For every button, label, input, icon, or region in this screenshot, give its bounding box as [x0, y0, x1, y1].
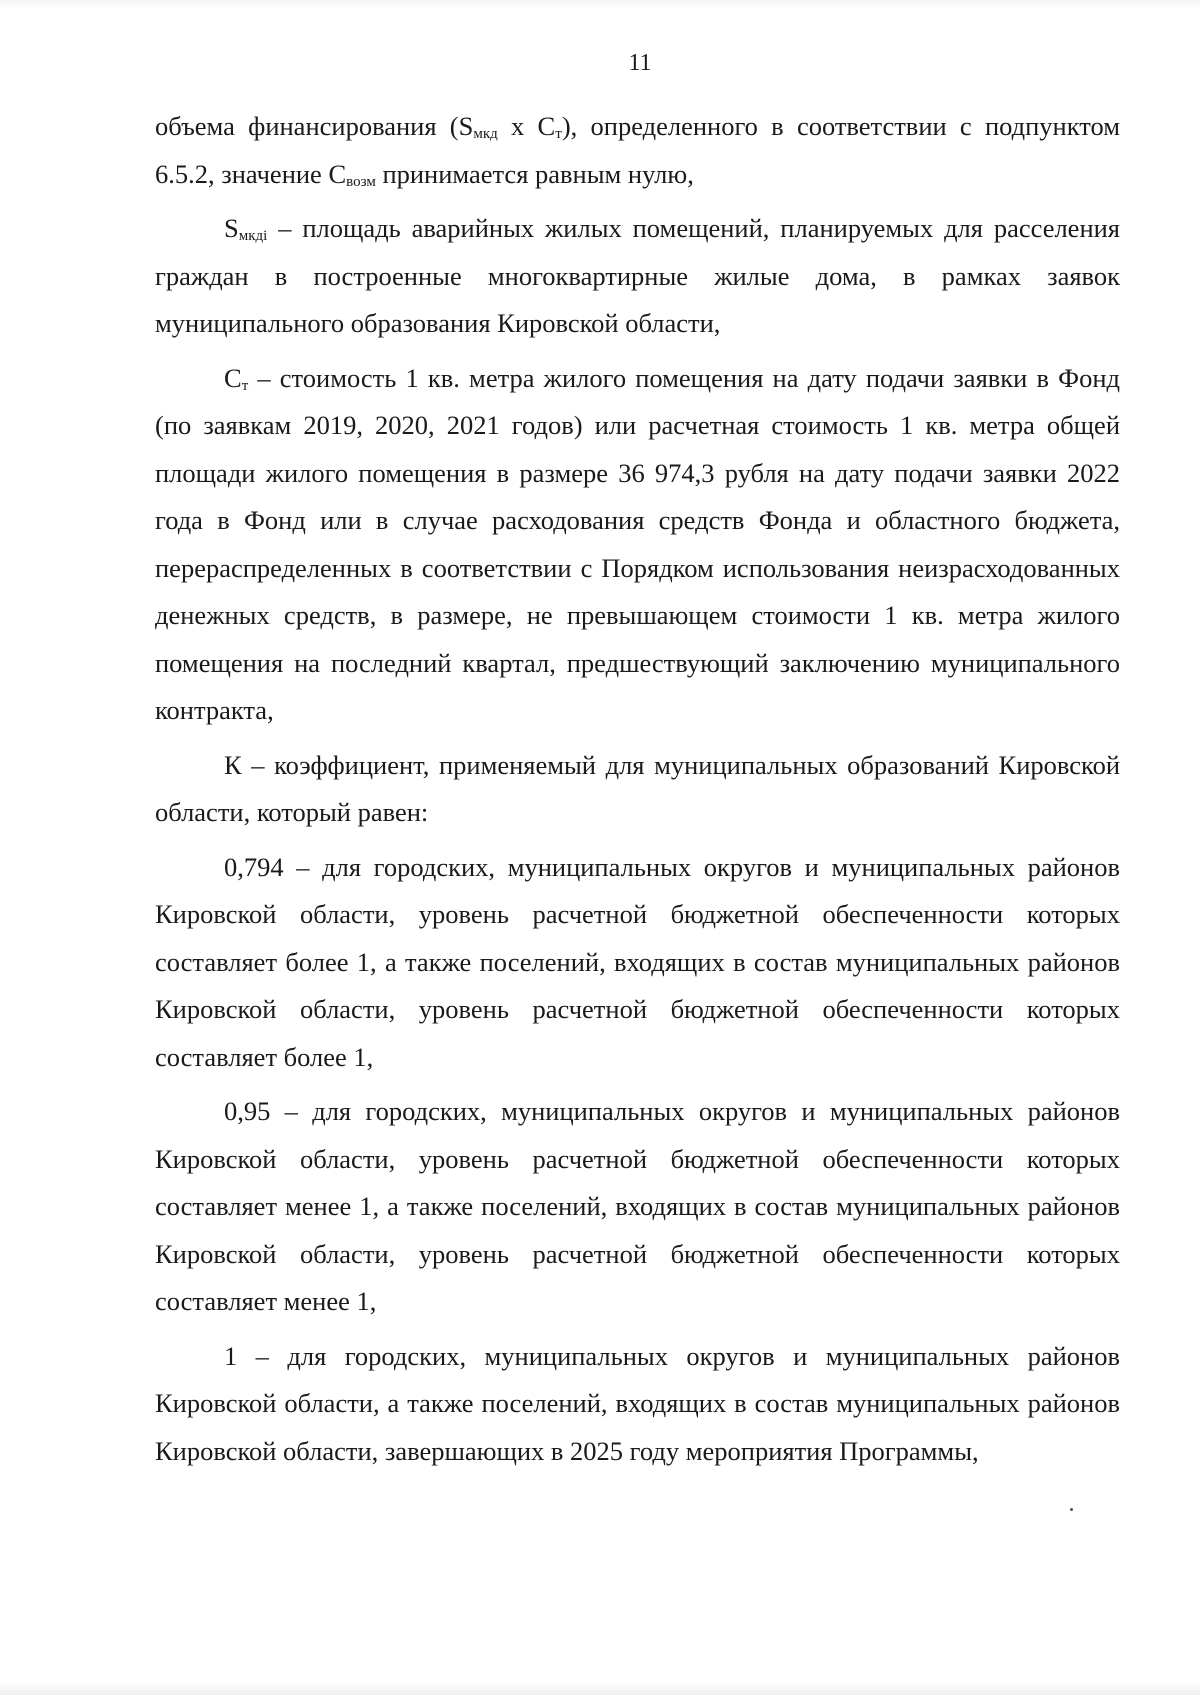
symbol: С [224, 362, 242, 393]
paragraph-k-definition: К – коэффициент, применяемый для муниципальных образований Кировской области, который равен: [155, 749, 1120, 827]
text-run: – площадь аварийных жилых помещений, планируемых для расселения граждан в построенные многоквартирные жилые дома, в рамках заявок муниципального образования Кировской области, [155, 213, 1120, 338]
symbol: S [224, 213, 239, 243]
paragraph-financing-volume [155, 103, 1120, 198]
text-run: ), определенного в соответствии с подпунктом 6.5.2, значение С [155, 111, 1120, 189]
subscript: возм [346, 173, 376, 190]
scan-edge-bottom [0, 1681, 1200, 1695]
page-number: 11 [628, 50, 652, 76]
paragraph-ct-definition [155, 355, 1120, 735]
paragraph-k-0794: 0,794 – для городских, муниципальных округов и муниципальных районов Кировской области, уровень расчетной бюджетной обеспеченности которых составляет более 1, а также поселений, входящих в состав муниципальных районов Кировской области, уровень расчетной бюджетной обеспеченности которых составляет более 1, [155, 851, 1120, 1072]
paragraph-k-095: 0,95 – для городских, муниципальных округов и муниципальных районов Кировской области, уровень расчетной бюджетной обеспеченности которых составляет менее 1, а также поселений, входящих в состав муниципальных районов Кировской области, уровень расчетной бюджетной обеспеченности которых составляет менее 1, [155, 1096, 1120, 1316]
subscript: мкд [473, 126, 498, 142]
subscript: т [241, 377, 249, 394]
scan-edge-top [0, 0, 1200, 8]
document-body [155, 103, 1120, 1475]
subscript: т [555, 126, 562, 142]
text-run: принимается равным нулю, [375, 158, 694, 189]
paragraph-k-1: 1 – для городских, муниципальных округов и муниципальных районов Кировской области, а также поселений, входящих в состав муниципальных районов Кировской области, завершающих в 2025 году мероприятия Программы, [155, 1340, 1120, 1466]
scan-speck [1070, 1508, 1073, 1511]
text-run: х С [497, 111, 556, 141]
subscript: мкдi [238, 228, 268, 244]
paragraph-smkdi-definition [155, 205, 1120, 348]
text-run: объема финансирования (S [155, 111, 474, 141]
text-run: – стоимость 1 кв. метра жилого помещения на дату подачи заявки в Фонд (по заявкам 2019, 2020, 2021 годов) или расчетная стоимость 1 кв. метра общей площади жилого помещения в размере 36 974,3 рубля на дату подачи заявки 2022 года в Фонд или в случае расходования средств Фонда и областного бюджета, перераспределенных в соответствии с Порядком использования неизрасходованных денежных средств, в размере, не превышающем стоимости 1 кв. метра жилого помещения на последний квартал, предшествующий заключению муниципального контракта, [155, 362, 1120, 725]
